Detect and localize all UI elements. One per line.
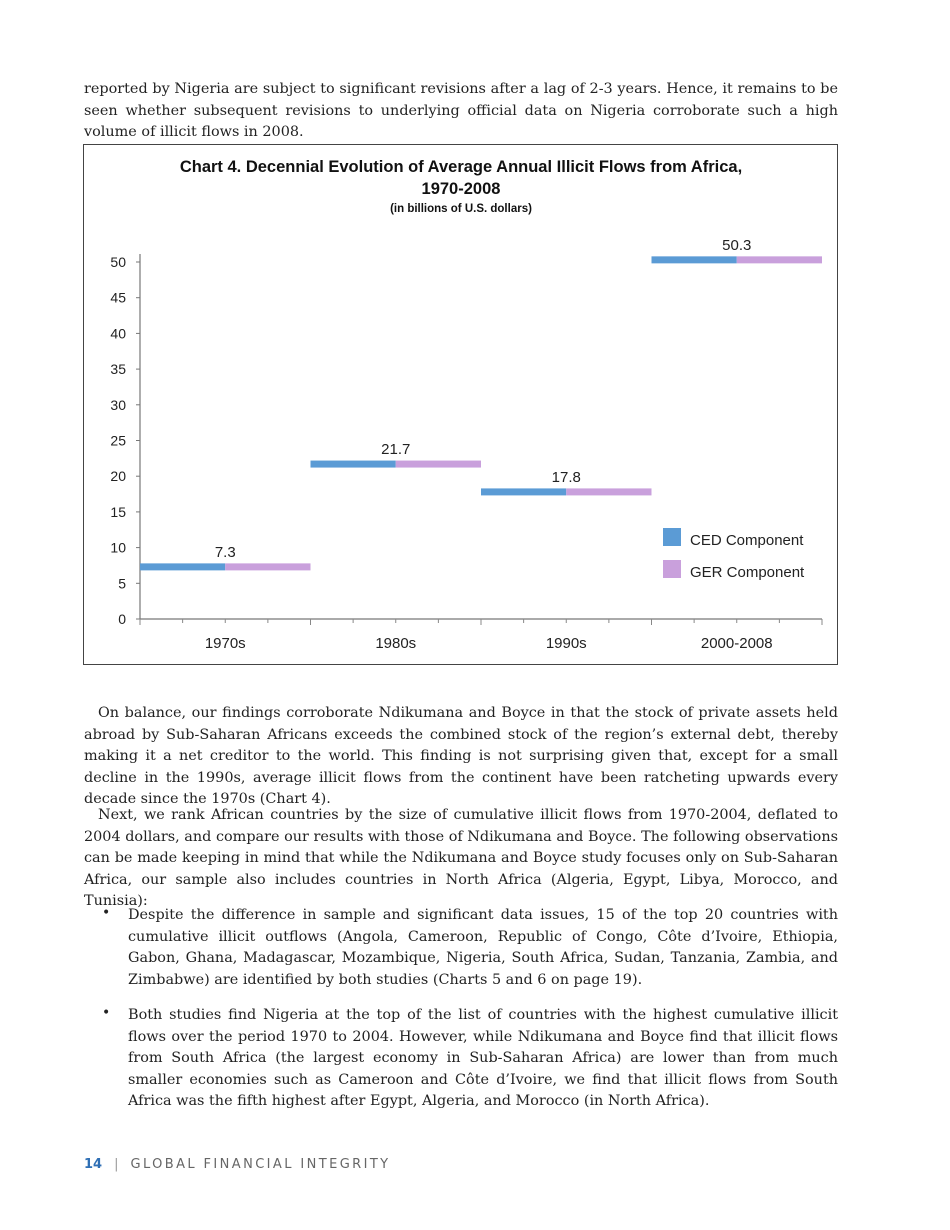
value-label-1980s: 21.7: [381, 441, 411, 459]
y-tick-label: 35: [110, 361, 126, 378]
chart-title-line2: 1970-2008: [421, 180, 501, 198]
bar-ger-1990s: [566, 488, 651, 495]
bar-ced-2000-2008: [652, 256, 737, 263]
bullet-item-2: [84, 1005, 838, 1113]
chart-title-line1: Chart 4. Decennial Evolution of Average Annual Illicit Flows from Africa,: [179, 158, 743, 176]
chart-svg: [84, 145, 839, 666]
y-tick-label: 30: [110, 396, 126, 413]
page-footer: [84, 1157, 391, 1172]
y-tick-label: 25: [110, 432, 126, 449]
bullet-symbol: •: [102, 905, 111, 921]
legend-swatch-ger: [663, 560, 681, 578]
publication-name: GLOBAL FINANCIAL INTEGRITY: [130, 1157, 391, 1172]
y-tick-label: 20: [110, 468, 126, 485]
value-label-1970s: 7.3: [214, 543, 236, 561]
y-tick-label: 15: [110, 503, 126, 520]
bar-ced-1990s: [481, 488, 566, 495]
legend-swatch-ced: [663, 528, 681, 546]
bar-ger-1970s: [225, 563, 310, 570]
category-label-2000-2008: 2000-2008: [700, 635, 773, 652]
legend-label-ced: CED Component: [690, 532, 804, 549]
y-tick-label: 5: [118, 575, 126, 592]
x-ticks: [140, 619, 822, 625]
legend: [663, 528, 805, 581]
category-label-1980s: 1980s: [375, 635, 417, 652]
value-label-2000-2008: 50.3: [722, 236, 752, 254]
bar-ger-2000-2008: [737, 256, 822, 263]
value-label-1990s: 17.8: [551, 468, 581, 486]
bar-ced-1980s: [311, 461, 396, 468]
footer-separator: |: [114, 1157, 119, 1172]
paragraph-2: Next, we rank African countries by the size of cumulative illicit flows from 1970-2004, deflated to 2004 dollars, and compare our results with those of Ndikumana and Boyce. The following observations can be made keeping in mind that while the Ndikumana and Boyce study focuses only on Sub-Saharan Africa, our sample also includes countries in North Africa (Algeria, Egypt, Libya, Morocco, and Tunisia):: [84, 807, 838, 910]
bullet-text-1: Despite the difference in sample and significant data issues, 15 of the top 20 countries with cumulative illicit outflows (Angola, Cameroon, Republic of Congo, Côte d’Ivoire, Ethiopia, Gabon, Ghana, Madagascar, Mozambique, Nigeria, South Africa, Sudan, Tanzania, Zambia, and Zimbabwe) are identified by both studies (Charts 5 and 6 on page 19).: [128, 907, 838, 988]
bullet-symbol: •: [102, 1005, 111, 1021]
bar-ger-1980s: [396, 461, 481, 468]
bullet-text-2: Both studies find Nigeria at the top of the list of countries with the highest cumulative illicit flows over the period 1970 to 2004. However, while Ndikumana and Boyce find that illicit flows from South Africa (the largest economy in Sub-Saharan Africa) are lower than from much smaller economies such as Cameroon and Côte d’Ivoire, we find that illicit flows from South Africa was the fifth highest after Egypt, Algeria, and Morocco (in North Africa).: [128, 1007, 838, 1110]
bullet-item-1: [84, 905, 838, 991]
y-tick-label: 45: [110, 289, 126, 306]
legend-label-ger: GER Component: [690, 564, 805, 581]
category-label-1990s: 1990s: [545, 635, 587, 652]
chart-subtitle: (in billions of U.S. dollars): [390, 203, 532, 215]
y-ticks: [110, 254, 140, 627]
chart-4: [83, 144, 838, 665]
page-number: 14: [84, 1157, 103, 1172]
intro-paragraph: reported by Nigeria are subject to significant revisions after a lag of 2-3 years. Hence, it remains to be seen whether subsequent revisions to underlying official data on Nigeria corroborate such a high volume of illicit flows in 2008.: [84, 81, 838, 141]
y-tick-label: 10: [110, 539, 126, 556]
bar-ced-1970s: [140, 563, 225, 570]
paragraph-1: On balance, our findings corroborate Ndikumana and Boyce in that the stock of private assets held abroad by Sub-Saharan Africans exceeds the combined stock of the region’s external debt, thereby making it a net creditor to the world. This finding is not surprising given that, except for a small decline in the 1990s, average illicit flows from the continent have been ratcheting upwards every decade since the 1970s (Chart 4).: [84, 705, 838, 808]
y-tick-label: 0: [118, 611, 126, 627]
category-labels: [205, 635, 773, 652]
bars: [140, 256, 822, 570]
value-labels: [215, 237, 752, 561]
category-label-1970s: 1970s: [204, 635, 246, 652]
y-tick-label: 40: [110, 325, 126, 342]
y-tick-label: 50: [110, 254, 126, 270]
